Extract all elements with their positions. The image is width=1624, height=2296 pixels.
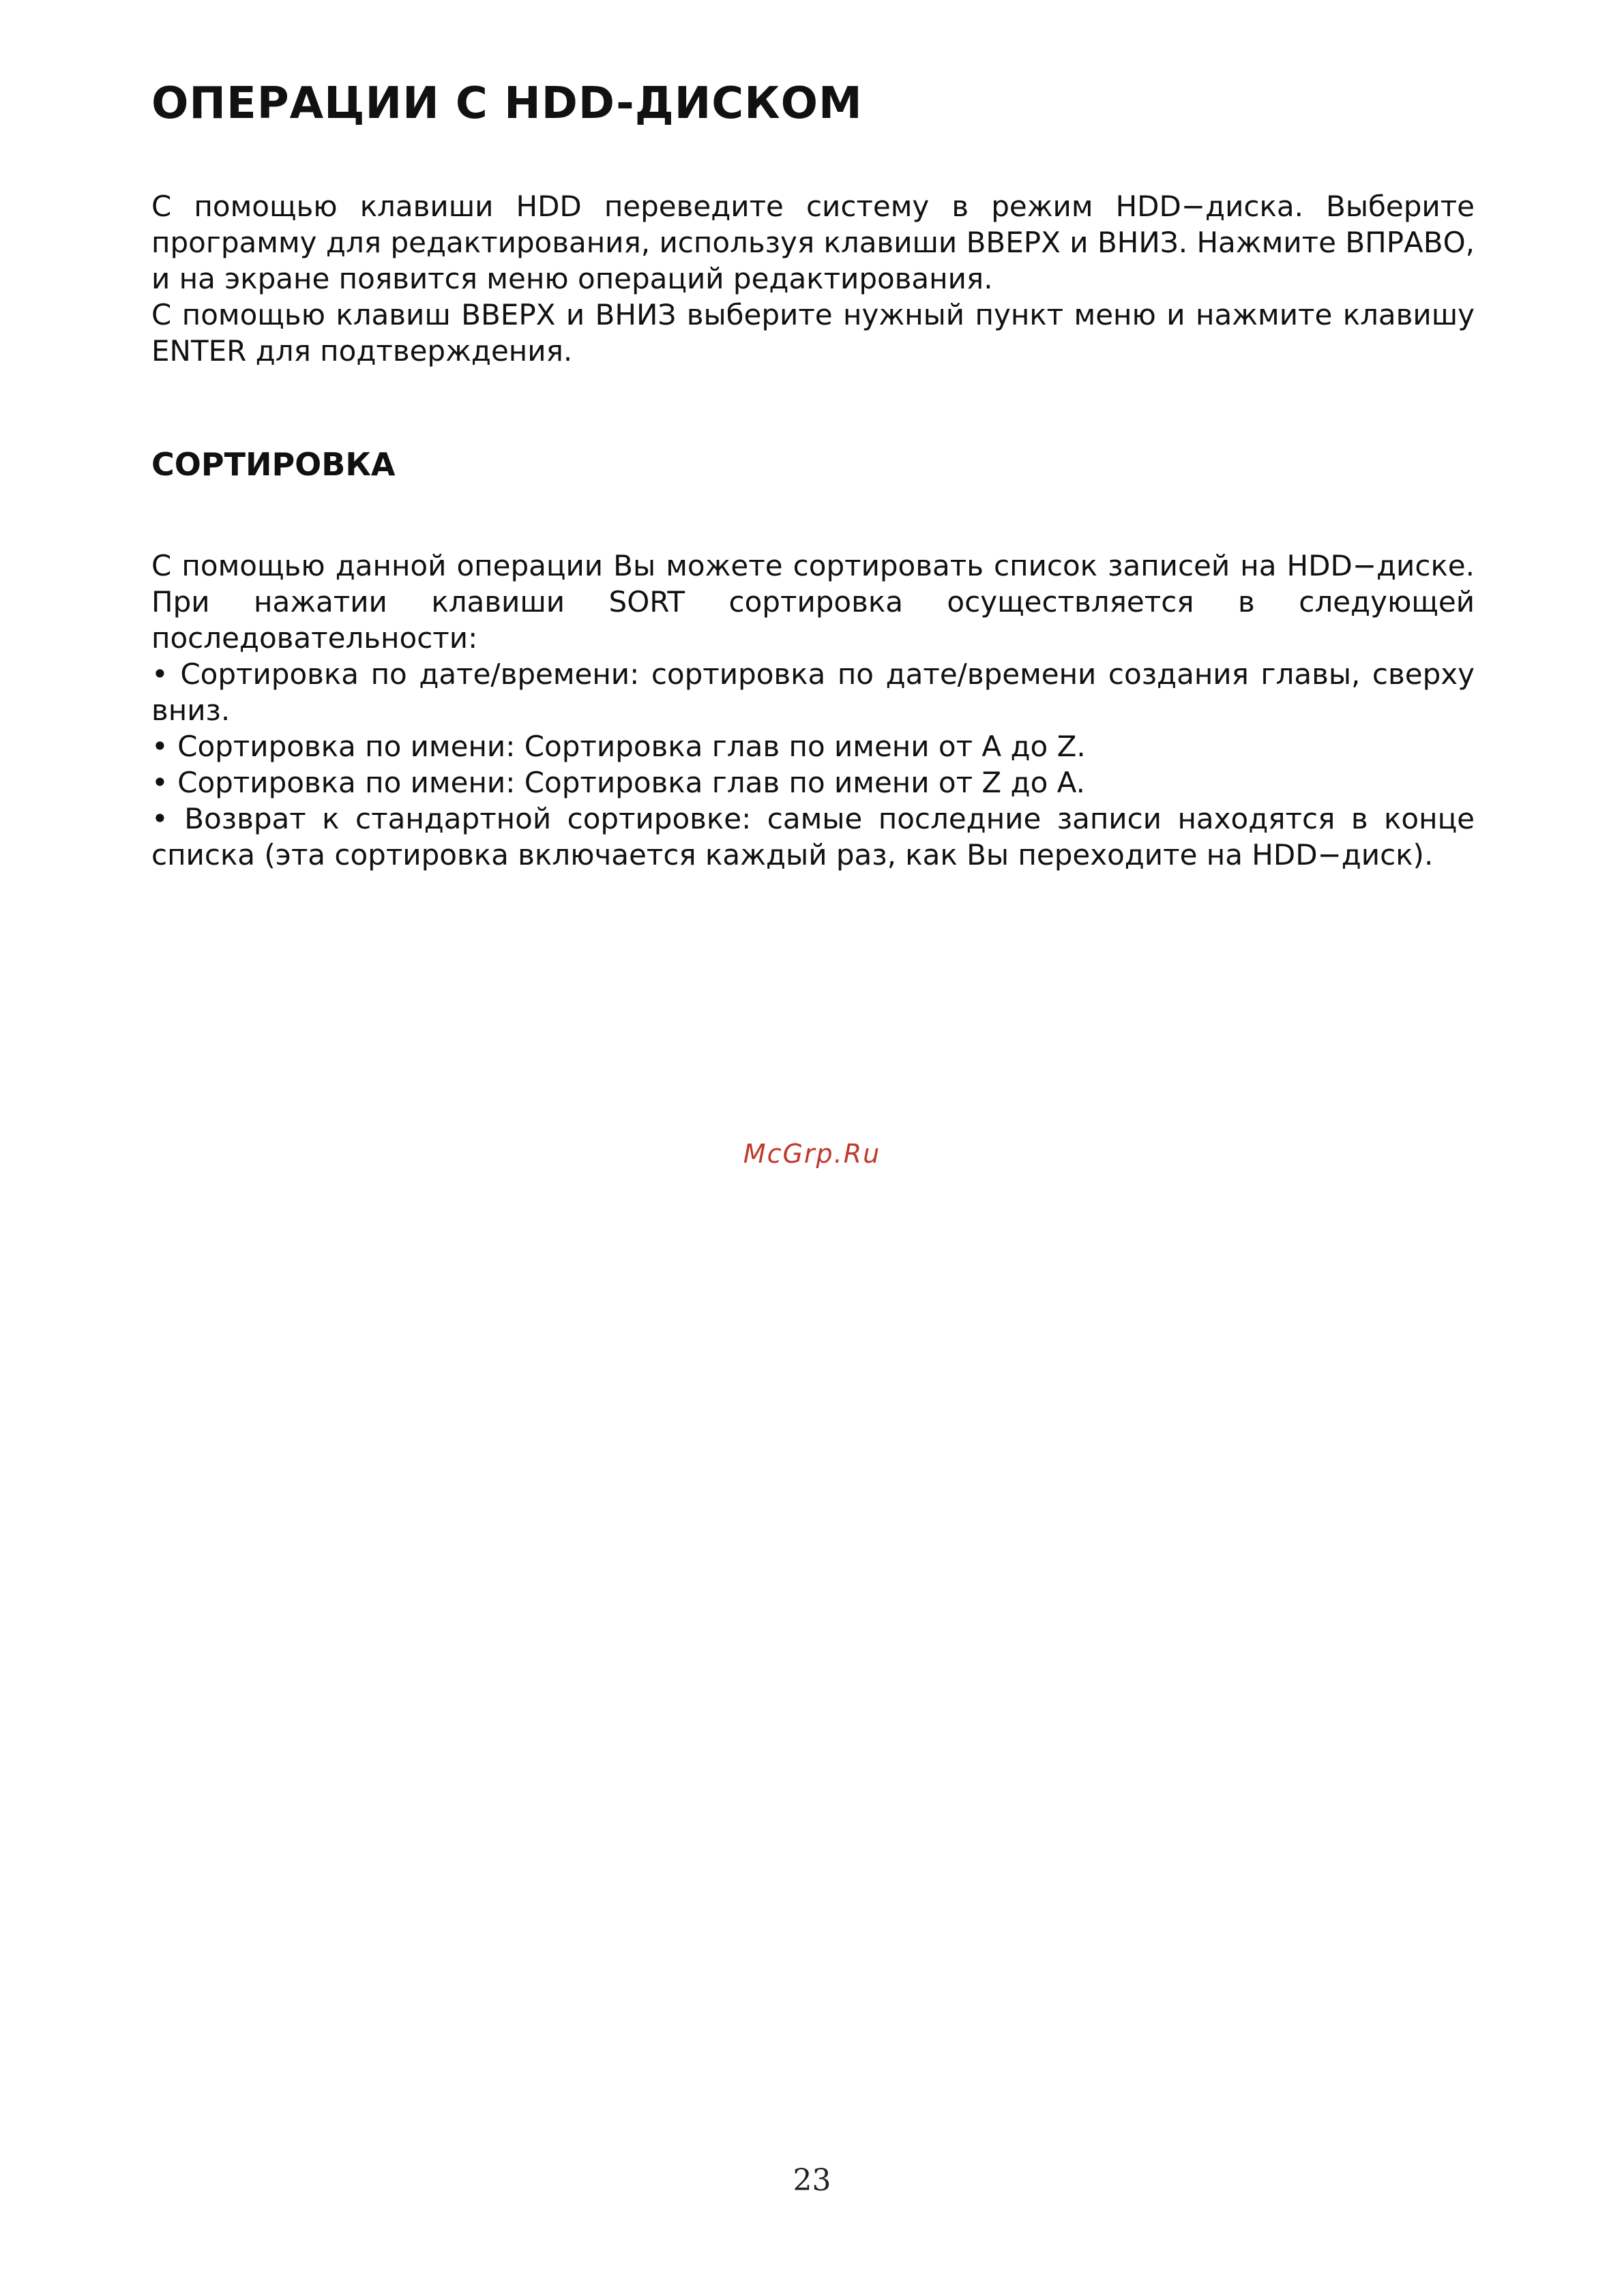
page-title: ОПЕРАЦИИ С HDD-ДИСКОМ [151,78,863,129]
intro-paragraph-2: С помощью клавиш ВВЕРХ и ВНИЗ выберите нужный пункт меню и нажмите клавишу ENTER для подтверждения. [151,298,1475,368]
section-title-sorting: СОРТИРОВКА [151,446,396,483]
page-number: 23 [793,2163,831,2198]
watermark-text: McGrp.Ru [743,1139,881,1169]
sorting-bullet-name-az: • Сортировка по имени: Сортировка глав по имени от A до Z. [151,730,1086,763]
page-content [151,76,1475,873]
sorting-bullet-name-za: • Сортировка по имени: Сортировка глав по имени от Z до A. [151,766,1085,799]
sorting-paragraph: С помощью данной операции Вы можете сортировать список записей на HDD−диске. При нажатии клавиши SORT сортировка осуществляется в следующей последовательности: [151,549,1475,655]
sorting-bullet-default: • Возврат к стандартной сортировке: самые последние записи находятся в конце списка (эта сортировка включается каждый раз, как Вы переходите на HDD−диск). [151,802,1475,871]
sorting-bullet-date: • Сортировка по дате/времени: сортировка по дате/времени создания главы, сверху вниз. [151,657,1475,727]
intro-paragraph-1: С помощью клавиши HDD переведите систему в режим HDD−диска. Выберите программу для редактирования, используя клавиши ВВЕРХ и ВНИЗ. Нажмите ВПРАВО, и на экране появится меню операций редактирования. [151,190,1475,295]
